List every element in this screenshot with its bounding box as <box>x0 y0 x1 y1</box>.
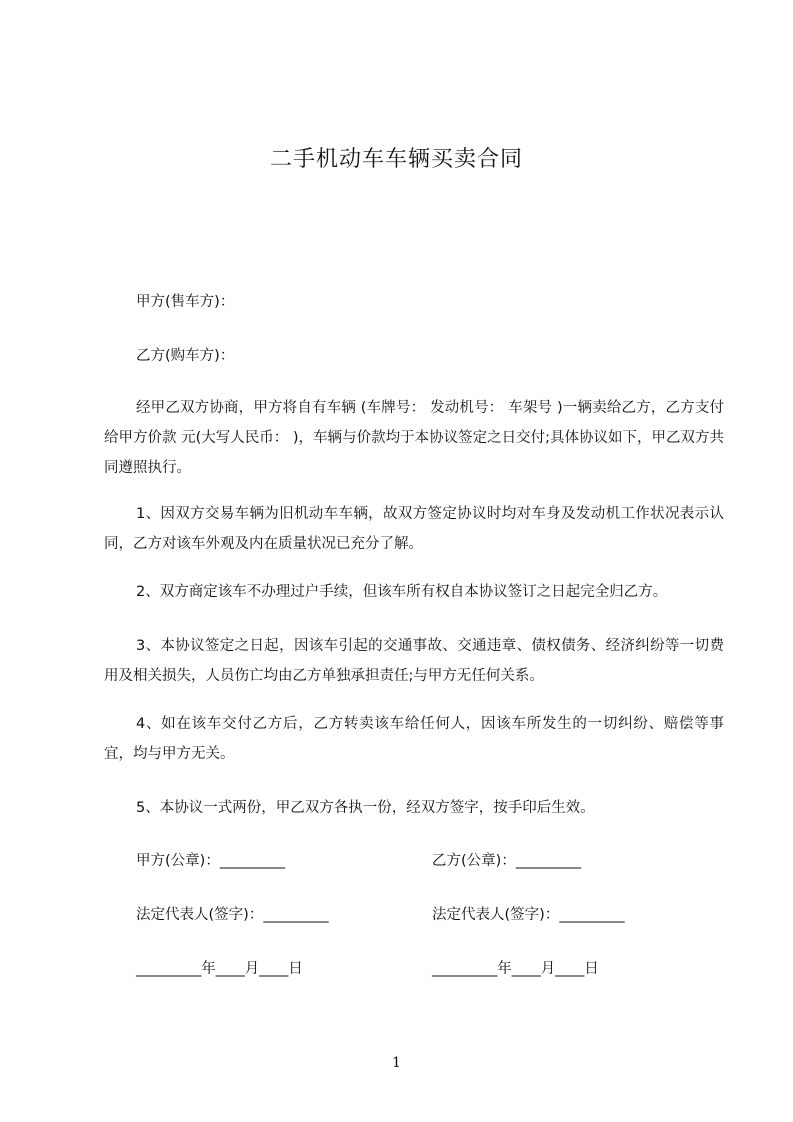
clause-4: 4、如在该车交付乙方后，乙方转卖该车给任何人，因该车所发生的一切纠纷、赔偿等事宜，均与甲方无关。 <box>104 716 724 762</box>
party-b-line: 乙方(购车方)： <box>136 348 235 364</box>
clause-5: 5、本协议一式两份，甲乙双方各执一份，经双方签字，按手印后生效。 <box>136 800 595 816</box>
party-a-representative-line: 法定代表人(签字)：_________ <box>136 907 329 923</box>
page-number: 1 <box>392 1055 401 1071</box>
party-b-date-line: _________年____月____日 <box>432 961 599 977</box>
clause-2: 2、双方商定该车不办理过户手续，但该车所有权自本协议签订之日起完全归乙方。 <box>136 584 668 600</box>
clause-1: 1、因双方交易车辆为旧机动车车辆，故双方签定协议时均对车身及发动机工作状况表示认同，乙方对该车外观及内在质量状况已充分了解。 <box>104 506 724 552</box>
party-a-seal-line: 甲方(公章)：_________ <box>136 853 286 869</box>
document-title: 二手机动车车辆买卖合同 <box>269 147 523 172</box>
party-a-line: 甲方(售车方)： <box>136 294 235 310</box>
intro-paragraph: 经甲乙双方协商，甲方将自有车辆 (车牌号： 发动机号： 车架号 )一辆卖给乙方，乙方支付给甲方价款 元(大写人民币： )，车辆与价款均于本协议签定之日交付;具体协议如下，甲乙双方共同遵照执行。 <box>104 400 724 476</box>
party-b-seal-line: 乙方(公章)：_________ <box>432 853 582 869</box>
clause-3: 3、本协议签定之日起，因该车引起的交通事故、交通违章、债权债务、经济纠纷等一切费用及相关损失，人员伤亡均由乙方单独承担责任;与甲方无任何关系。 <box>104 638 724 684</box>
party-a-date-line: _________年____月____日 <box>136 961 303 977</box>
party-b-representative-line: 法定代表人(签字)：_________ <box>432 907 625 923</box>
